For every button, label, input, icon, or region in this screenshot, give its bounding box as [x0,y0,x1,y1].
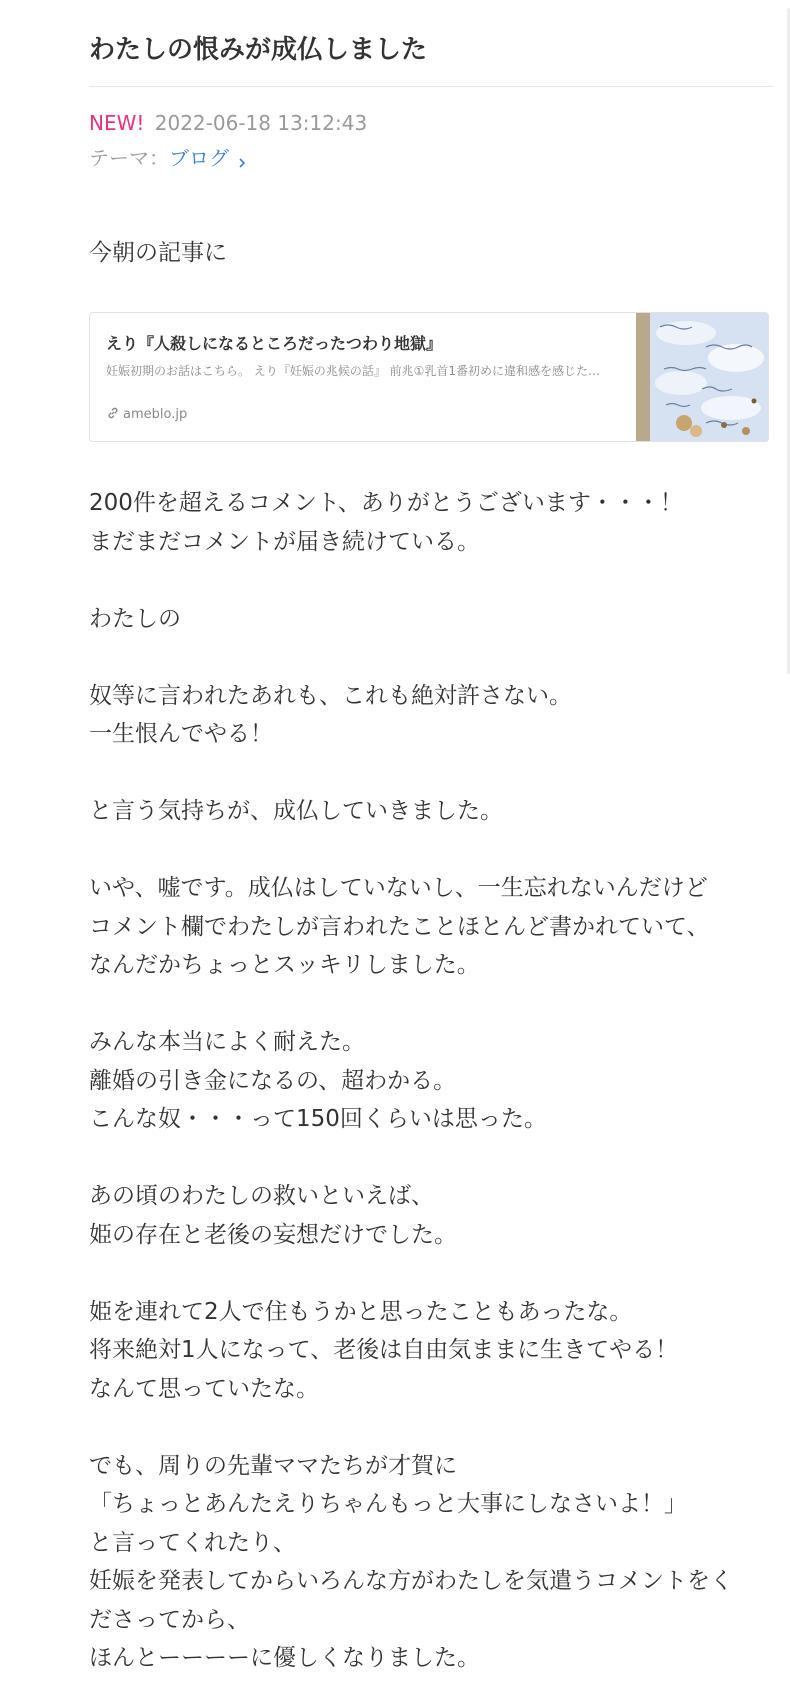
intro-text: 今朝の記事に [89,240,227,266]
link-card[interactable] [89,312,769,442]
blank-line [89,831,769,870]
body-line: と言う気持ちが、成仏していきました。 [89,798,503,824]
new-badge: NEW! [89,111,145,135]
body-line: でも、周りの先輩ママたちが才賀に [89,1452,457,1479]
theme-link[interactable]: ブログ [169,146,229,170]
body-line: みんな本当によく耐えた。 [89,1029,365,1055]
blank-line [89,754,769,793]
blank-line [89,1139,769,1178]
link-card-description: 妊娠初期のお話はこちら。 えり『妊娠の兆候の話』 前兆①乳首1番初めに違和感を感じた… [106,364,601,378]
blank-line [89,561,769,600]
blank-line [89,1408,769,1447]
body-line: 200件を超えるコメント、ありがとうございます・・・！ [89,490,683,516]
body-line: と言ってくれたり、 [89,1529,296,1556]
article-body [89,484,769,1678]
article-title: わたしの恨みが成仏しました [89,35,428,65]
body-line: あの頃のわたしの救いといえば、 [89,1183,434,1209]
title-divider [89,86,773,87]
body-line: まだまだコメントが届き続けている。 [89,528,480,555]
link-card-domain-text: ameblo.jp [123,407,188,422]
body-line: なんて思っていたな。 [89,1375,319,1402]
link-card-domain [106,406,187,422]
theme-label: テーマ： [89,146,169,170]
body-line: 一生恨んでやる！ [89,721,273,747]
blank-line [89,1254,769,1293]
body-line: 離婚の引き金になるの、超わかる。 [89,1067,457,1094]
chevron-right-icon [233,150,246,169]
body-line: 妊娠を発表してからいろんな方がわたしを気遣うコメントをく [89,1568,733,1594]
blank-line [89,638,769,677]
body-line: ほんとーーーーに優しくなりました。 [89,1645,480,1671]
body-line: わたしの [89,605,181,632]
body-line: 姫を連れて2人で住もうかと思ったこともあったな。 [89,1298,633,1325]
link-icon [106,406,120,420]
body-line: 姫の存在と老後の妄想だけでした。 [89,1221,457,1248]
body-line: こんな奴・・・って150回くらいは思った。 [89,1106,547,1132]
post-datetime: 2022-06-18 13:12:43 [154,111,368,135]
article-meta [89,108,367,138]
blank-line [89,985,769,1024]
body-line: ださってから、 [89,1606,250,1633]
link-card-title: えり『人殺しになるところだったつわり地獄』 [106,334,443,353]
link-card-thumbnail [636,313,768,441]
body-line: いや、嘘です。成仏はしていないし、一生忘れないんだけど [89,875,708,901]
body-line: コメント欄でわたしが言われたことほとんど書かれていて、 [89,913,710,940]
body-line: 将来絶対1人になって、老後は自由気ままに生きてやる！ [89,1337,679,1363]
body-line: なんだかちょっとスッキリしました。 [89,952,480,978]
article-theme [89,143,246,175]
body-line: 「ちょっとあんたえりちゃんもっと大事にしなさいよ！」 [89,1491,687,1517]
body-line: 奴等に言われたあれも、これも絶対許さない。 [89,682,572,709]
